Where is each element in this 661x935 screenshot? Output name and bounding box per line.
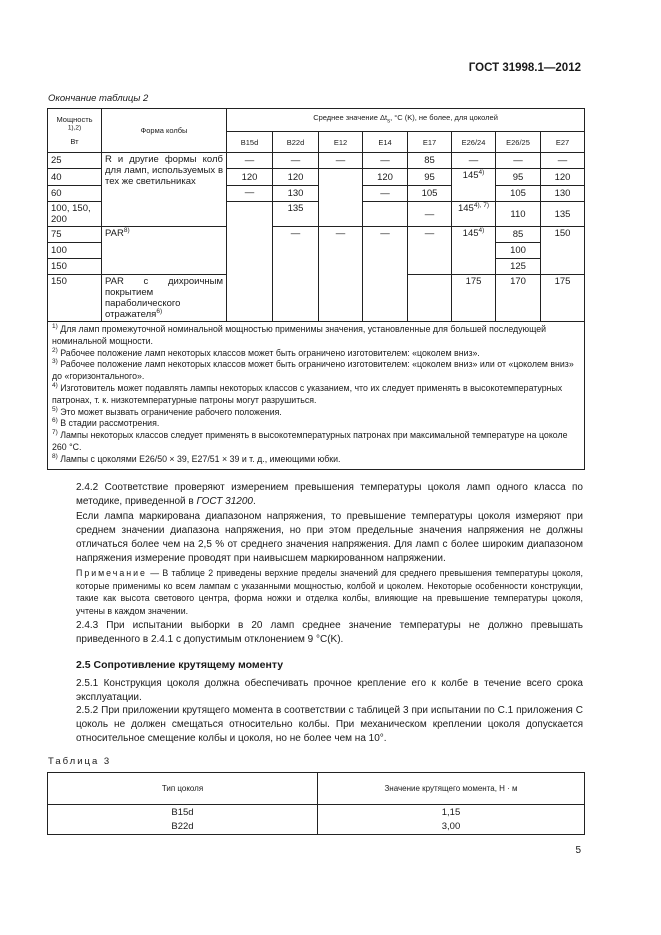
cell-value: — (273, 227, 319, 322)
header-power: Мощность $^{1),2)}$ Вт (48, 109, 102, 153)
cell-value: 100 (496, 243, 541, 259)
paragraph-2-4-3: 2.4.3 При испытании выборки в 20 ламп среднее значение температуры не должно превышать приведенного в 2.4.1 с допустимым отклонением 9 °C(K). (76, 620, 583, 645)
table-2 (47, 108, 585, 470)
cell-value: 105 (408, 186, 452, 202)
cell-value: 125 (496, 259, 541, 275)
cell-power: 100 (48, 243, 102, 259)
cell-value: 120 (227, 169, 273, 186)
cell-value: — (319, 227, 363, 322)
cell-value: 150 (541, 227, 585, 275)
cell-value: 175 (541, 275, 585, 322)
cell-value: 130 (273, 186, 319, 202)
header-base: E26/25 (496, 132, 541, 153)
header-base: B15d (227, 132, 273, 153)
cell-value: — (363, 227, 408, 322)
cell-value: 95 (496, 169, 541, 186)
footnote: $^{2)}$ Рабочее положение ламп некоторых классов может быть ограничено изготовителем: «цоколем вниз». (52, 346, 480, 358)
cell-bulb-form: PAR с дихроичным покрытием параболического отражателя$^{6)}$ (102, 275, 227, 322)
cell-value: 170 (496, 275, 541, 322)
cell-value: — (496, 153, 541, 169)
cell-power: 75 (48, 227, 102, 243)
header-base: E14 (363, 132, 408, 153)
cell-value: 145$^{4)}$ (452, 227, 496, 275)
header-base: B22d (273, 132, 319, 153)
standard-header: ГОСТ 31998.1—2012 (468, 62, 581, 74)
footnote: $^{7)}$ Лампы некоторых классов следует применять в высокотемпературных патронах при максимальной температуре на цоколе 260 °C. (52, 429, 568, 452)
cell-value: — (227, 186, 273, 202)
cell-power: 25 (48, 153, 102, 169)
header-bulb-form: Форма колбы (102, 109, 227, 153)
table-row (48, 805, 585, 820)
cell-value: — (363, 186, 408, 202)
cell-value: — (452, 153, 496, 169)
gost-reference: ГОСТ 31200 (196, 496, 253, 507)
cell-value: — (227, 153, 273, 169)
header-average-temp: Среднее значение $\Delta t_s$, °C (K), не более, для цоколей (227, 109, 585, 132)
cell-value: 145$^{4)}$ (452, 169, 496, 202)
cell-value: 85 (496, 227, 541, 243)
cell-value: — (363, 153, 408, 169)
cell-base: B22d (48, 820, 318, 835)
table2-footnotes (48, 322, 585, 470)
cell-value: 85 (408, 153, 452, 169)
cell-empty (319, 169, 363, 227)
cell-value: $145^{4), 7)}$ (452, 202, 496, 227)
header-base: E12 (319, 132, 363, 153)
cell-value: 105 (496, 186, 541, 202)
header-base: E27 (541, 132, 585, 153)
cell-power: 60 (48, 186, 102, 202)
cell-value: 135 (273, 202, 319, 227)
cell-value: 120 (273, 169, 319, 186)
cell-torque: 1,15 (318, 805, 585, 820)
cell-value: 175 (452, 275, 496, 322)
cell-value: — (319, 153, 363, 169)
cell-empty (408, 275, 452, 322)
header-base: E26/24 (452, 132, 496, 153)
footnote: $^{5)}$ Это может вызвать ограничение рабочего положения. (52, 405, 282, 417)
cell-power: 100, 150, 200 (48, 202, 102, 227)
cell-value: — (408, 227, 452, 275)
cell-value: 120 (363, 169, 408, 186)
footnote: $^{1)}$ Для ламп промежуточной номинальной мощностью применимы значения, установленные для большей последующей номинальной мощности. (52, 323, 547, 346)
cell-value: 95 (408, 169, 452, 186)
cell-power: 40 (48, 169, 102, 186)
table2-caption: Окончание таблицы 2 (48, 93, 149, 104)
cell-bulb-form: R и другие формы колб для ламп, используемых в тех же светильниках (102, 153, 227, 227)
table-row (48, 153, 585, 169)
cell-torque: 3,00 (318, 820, 585, 835)
paragraph-2-5-2: 2.5.2 При приложении крутящего момента в соответствии с таблицей 3 при испытании по C.1 приложения C цоколь не должен смещаться относительно колбы. При механическом креплении цоколя допускается относительное смещение колбы и цоколя, но не более чем на 10°. (76, 705, 583, 744)
footnote: $^{3)}$ Рабочее положение ламп некоторых классов может быть ограничено изготовителем: «цоколем вниз» или от «цоколем вниз» до «горизонтального». (52, 358, 574, 382)
cell-power: 150 (48, 275, 102, 322)
paragraph-2-5-1: 2.5.1 Конструкция цоколя должна обеспечивать прочное крепление его к колбе в течение всего срока эксплуатации. (76, 678, 583, 703)
note-paragraph: Примечание — В таблице 2 приведены верхние пределы значений для среднего превышения температуры цоколя, которые применимы ко всем лампам с указанными мощностью, колбой и цоколем. Некоторые особенности конструкции, такие как высота светового центра, форма ножки и отделка колбы, влияющие на превышение температуры цоколя, учтены в каждом значении. (76, 568, 583, 616)
page-number: 5 (575, 845, 581, 856)
cell-value: — (273, 153, 319, 169)
note-label: Примечание (76, 568, 147, 578)
table-row (48, 820, 585, 835)
cell-value: 120 (541, 169, 585, 186)
header-base: E17 (408, 132, 452, 153)
cell-value: 110 (496, 202, 541, 227)
footnote: $^{4)}$ Изготовитель может подавлять лампы некоторых классов с указанием, что их следует применять в высокотемпературных патронах, т. к. низкотемпературные патроны могут разрушиться. (52, 382, 563, 405)
footnote: $^{6)}$ В стадии рассмотрения. (52, 417, 160, 429)
table-3 (47, 772, 585, 835)
paragraph-2-4-2: 2.4.2 Соответствие проверяют измерением превышения температуры цоколя ламп одного класса по методике, приведенной в ГОСТ 31200. (76, 482, 583, 507)
cell-value: — (408, 202, 452, 227)
cell-value: 135 (541, 202, 585, 227)
header-torque: Значение крутящего момента, Н · м (318, 773, 585, 805)
cell-power: 150 (48, 259, 102, 275)
footnote: $^{8)}$ Лампы с цоколями E26/50 × 39, E27/51 × 39 и т. д., имеющими юбки. (52, 452, 341, 464)
table-row (48, 227, 585, 243)
paragraph-2-4-2-voltage: Если лампа маркирована диапазоном напряжения, то превышение температуры цоколя измеряют при среднем значении диапазона напряжения, но при этом предельные значения напряжения не должны отличаться более чем на 2,5 % от среднего значения напряжения. Для ламп с более широким диапазоном напряжения измерение проводят при наивысшем маркированном напряжении. (76, 511, 583, 564)
cell-base: B15d (48, 805, 318, 820)
cell-value: 130 (541, 186, 585, 202)
cell-value: — (541, 153, 585, 169)
cell-empty (227, 202, 273, 322)
cell-empty (363, 202, 408, 227)
section-heading-2-5: 2.5 Сопротивление крутящему моменту (76, 659, 284, 671)
header-base-type: Тип цоколя (48, 773, 318, 805)
table3-caption: Таблица 3 (48, 756, 112, 767)
cell-bulb-form: PAR$^{8)}$ (102, 227, 227, 275)
